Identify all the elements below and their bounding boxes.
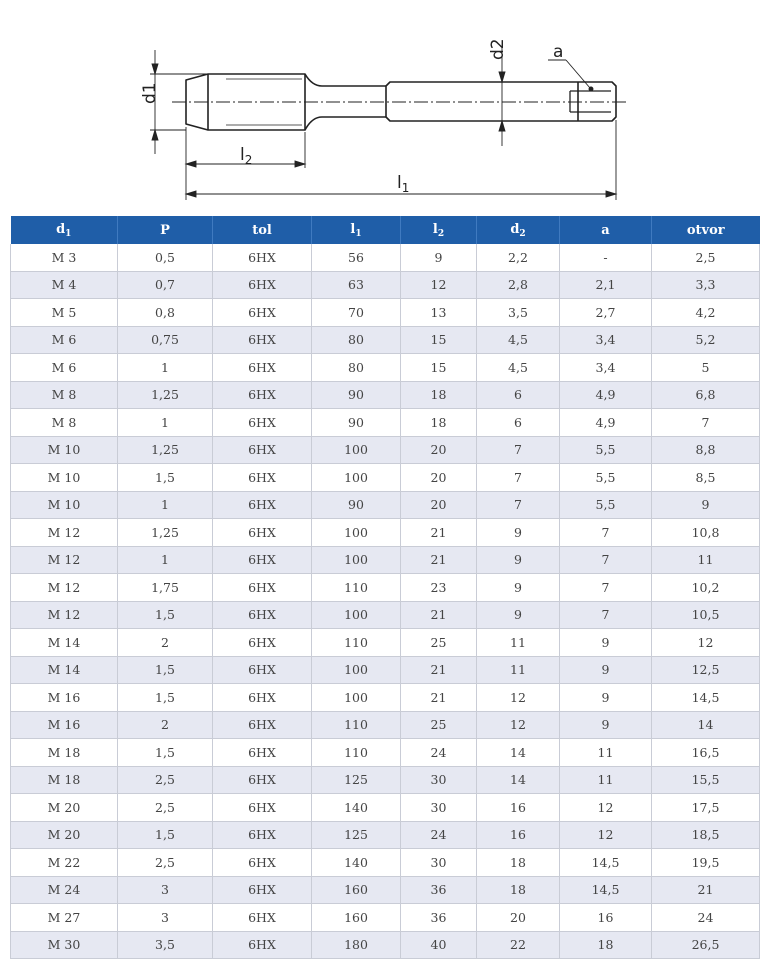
table-cell: 0,5 — [118, 244, 213, 271]
table-cell: 180 — [312, 931, 401, 959]
table-cell: 18,5 — [652, 821, 760, 849]
table-cell: 6HX — [213, 711, 312, 739]
table-cell: 9 — [477, 546, 560, 574]
neck-bottom — [305, 117, 386, 130]
table-cell: 6HX — [213, 739, 312, 767]
table-cell: M 18 — [11, 739, 118, 767]
table-cell: 11 — [652, 546, 760, 574]
table-cell: 2,5 — [118, 794, 213, 822]
table-cell: 1 — [118, 409, 213, 437]
table-cell: 0,8 — [118, 299, 213, 327]
l2-label: $l_2$ — [240, 145, 253, 167]
table-cell: 1,75 — [118, 574, 213, 602]
table-cell: 20 — [401, 464, 477, 492]
table-cell: 2,8 — [477, 271, 560, 299]
table-row — [11, 326, 760, 354]
table-cell: 1 — [118, 354, 213, 382]
table-row — [11, 931, 760, 959]
table-cell: 21 — [401, 601, 477, 629]
table-row — [11, 491, 760, 519]
table-row — [11, 739, 760, 767]
table-cell: 9 — [560, 684, 652, 712]
table-cell: 100 — [312, 601, 401, 629]
table-cell: 15,5 — [652, 766, 760, 794]
table-cell: 2 — [118, 711, 213, 739]
table-cell: M 6 — [11, 354, 118, 382]
table-cell: 6HX — [213, 629, 312, 657]
d2-label: d2 — [488, 38, 508, 60]
table-row — [11, 656, 760, 684]
table-cell: M 10 — [11, 464, 118, 492]
table-cell: 1,5 — [118, 464, 213, 492]
table-cell: 30 — [401, 794, 477, 822]
table-cell: 16,5 — [652, 739, 760, 767]
table-cell: 125 — [312, 821, 401, 849]
table-cell: 25 — [401, 711, 477, 739]
table-cell: 21 — [401, 656, 477, 684]
table-cell: 30 — [401, 849, 477, 877]
table-cell: M 10 — [11, 491, 118, 519]
table-cell: 6HX — [213, 271, 312, 299]
table-cell: 90 — [312, 381, 401, 409]
table-cell: 110 — [312, 711, 401, 739]
table-cell: M 8 — [11, 409, 118, 437]
table-cell: 100 — [312, 519, 401, 547]
table-cell: 20 — [401, 436, 477, 464]
table-cell: 100 — [312, 436, 401, 464]
table-cell: 8,5 — [652, 464, 760, 492]
dimensions-table — [10, 216, 760, 959]
table-cell: 18 — [477, 876, 560, 904]
table-cell: 12 — [652, 629, 760, 657]
table-cell: 4,5 — [477, 326, 560, 354]
column-header: a — [560, 216, 652, 244]
table-cell: 40 — [401, 931, 477, 959]
table-row — [11, 904, 760, 932]
table-cell: 14,5 — [652, 684, 760, 712]
table-cell: 6HX — [213, 601, 312, 629]
table-cell: 1,25 — [118, 519, 213, 547]
l1-label: $l_1$ — [397, 173, 410, 195]
table-cell: 12,5 — [652, 656, 760, 684]
table-cell: 11 — [560, 739, 652, 767]
table-cell: 7 — [560, 546, 652, 574]
table-cell: 20 — [401, 491, 477, 519]
table-row — [11, 574, 760, 602]
table-cell: M 10 — [11, 436, 118, 464]
table-cell: M 24 — [11, 876, 118, 904]
table-cell: 2,5 — [118, 766, 213, 794]
table-cell: 100 — [312, 684, 401, 712]
table-cell: 110 — [312, 739, 401, 767]
table-cell: 9 — [477, 519, 560, 547]
table-body — [11, 244, 760, 959]
table-cell: 4,2 — [652, 299, 760, 327]
column-header: otvor — [652, 216, 760, 244]
table-row — [11, 876, 760, 904]
table-cell: M 20 — [11, 821, 118, 849]
table-cell: 22 — [477, 931, 560, 959]
table-cell: 100 — [312, 464, 401, 492]
column-header: $l_1$ — [312, 216, 401, 244]
table-cell: 160 — [312, 876, 401, 904]
table-cell: 6HX — [213, 766, 312, 794]
table-row — [11, 629, 760, 657]
table-cell: 7 — [477, 464, 560, 492]
table-cell: 3,5 — [118, 931, 213, 959]
tap-drawing-svg — [0, 0, 773, 210]
table-cell: 9 — [560, 711, 652, 739]
table-cell: 36 — [401, 904, 477, 932]
table-cell: 23 — [401, 574, 477, 602]
table-cell: 6HX — [213, 574, 312, 602]
table-cell: 36 — [401, 876, 477, 904]
table-cell: 3,5 — [477, 299, 560, 327]
table-cell: 18 — [560, 931, 652, 959]
table-cell: 56 — [312, 244, 401, 271]
table-cell: 6HX — [213, 519, 312, 547]
table-cell: 0,75 — [118, 326, 213, 354]
table-cell: 3,4 — [560, 326, 652, 354]
table-cell: M 14 — [11, 629, 118, 657]
table-cell: 0,7 — [118, 271, 213, 299]
table-row — [11, 821, 760, 849]
table-cell: M 5 — [11, 299, 118, 327]
table-cell: 12 — [560, 821, 652, 849]
table-cell: 15 — [401, 354, 477, 382]
table-cell: 70 — [312, 299, 401, 327]
table-cell: 11 — [477, 629, 560, 657]
table-cell: 18 — [477, 849, 560, 877]
table-cell: 7 — [477, 491, 560, 519]
table-cell: 1,5 — [118, 684, 213, 712]
table-cell: 17,5 — [652, 794, 760, 822]
column-header: $l_2$ — [401, 216, 477, 244]
table-cell: 4,9 — [560, 409, 652, 437]
table-cell: 21 — [652, 876, 760, 904]
table-cell: 2,7 — [560, 299, 652, 327]
table-row — [11, 794, 760, 822]
table-cell: 9 — [477, 601, 560, 629]
table-cell: M 12 — [11, 601, 118, 629]
table-cell: 6HX — [213, 381, 312, 409]
table-cell: 9 — [560, 629, 652, 657]
neck-top — [305, 74, 386, 86]
table-row — [11, 409, 760, 437]
table-cell: 7 — [560, 601, 652, 629]
table-cell: 24 — [401, 821, 477, 849]
table-row — [11, 436, 760, 464]
table-cell: 3 — [118, 876, 213, 904]
table-cell: 25 — [401, 629, 477, 657]
table-cell: 21 — [401, 546, 477, 574]
table-row — [11, 546, 760, 574]
table-cell: M 12 — [11, 574, 118, 602]
table-row — [11, 849, 760, 877]
dimensions-table-wrapper — [10, 216, 759, 959]
table-cell: M 16 — [11, 711, 118, 739]
table-cell: M 27 — [11, 904, 118, 932]
table-row — [11, 299, 760, 327]
table-cell: 6HX — [213, 546, 312, 574]
table-cell: M 8 — [11, 381, 118, 409]
tap-technical-drawing — [0, 0, 773, 210]
table-cell: 6HX — [213, 464, 312, 492]
table-cell: 6HX — [213, 326, 312, 354]
table-cell: M 4 — [11, 271, 118, 299]
table-cell: 24 — [401, 739, 477, 767]
table-cell: 3,3 — [652, 271, 760, 299]
table-cell: 6HX — [213, 491, 312, 519]
square-slot — [570, 91, 611, 112]
table-cell: 12 — [560, 794, 652, 822]
table-cell: 1,5 — [118, 656, 213, 684]
table-cell: 5 — [652, 354, 760, 382]
table-cell: 140 — [312, 794, 401, 822]
table-cell: M 12 — [11, 519, 118, 547]
table-cell: 110 — [312, 629, 401, 657]
table-cell: 9 — [560, 656, 652, 684]
table-cell: 18 — [401, 409, 477, 437]
table-cell: 6HX — [213, 436, 312, 464]
table-cell: 90 — [312, 409, 401, 437]
table-cell: 14,5 — [560, 876, 652, 904]
table-cell: 5,5 — [560, 436, 652, 464]
table-cell: 6HX — [213, 849, 312, 877]
table-cell: 10,8 — [652, 519, 760, 547]
table-row — [11, 271, 760, 299]
a-label: a — [553, 42, 564, 62]
table-cell: 2,2 — [477, 244, 560, 271]
table-cell: 24 — [652, 904, 760, 932]
table-cell: 1,5 — [118, 601, 213, 629]
table-cell: 80 — [312, 326, 401, 354]
table-cell: 63 — [312, 271, 401, 299]
table-cell: 5,2 — [652, 326, 760, 354]
table-row — [11, 354, 760, 382]
table-cell: M 3 — [11, 244, 118, 271]
table-cell: 3,4 — [560, 354, 652, 382]
table-cell: 7 — [560, 574, 652, 602]
table-cell: 3 — [118, 904, 213, 932]
table-cell: 7 — [477, 436, 560, 464]
table-cell: 21 — [401, 684, 477, 712]
table-cell: 5,5 — [560, 464, 652, 492]
table-cell: 10,5 — [652, 601, 760, 629]
table-cell: 1 — [118, 546, 213, 574]
table-cell: 15 — [401, 326, 477, 354]
table-row — [11, 381, 760, 409]
table-cell: M 20 — [11, 794, 118, 822]
table-cell: 90 — [312, 491, 401, 519]
table-cell: 6HX — [213, 876, 312, 904]
table-cell: 9 — [477, 574, 560, 602]
table-cell: 10,2 — [652, 574, 760, 602]
table-cell: 160 — [312, 904, 401, 932]
table-header-row — [11, 216, 760, 244]
table-cell: 1 — [118, 491, 213, 519]
table-cell: 2,1 — [560, 271, 652, 299]
table-cell: 1,5 — [118, 739, 213, 767]
table-cell: M 18 — [11, 766, 118, 794]
table-cell: 6HX — [213, 931, 312, 959]
table-cell: 6HX — [213, 684, 312, 712]
table-cell: 5,5 — [560, 491, 652, 519]
table-cell: 6 — [477, 409, 560, 437]
table-cell: 18 — [401, 381, 477, 409]
table-cell: 100 — [312, 546, 401, 574]
column-header: $d_2$ — [477, 216, 560, 244]
table-row — [11, 684, 760, 712]
table-cell: 26,5 — [652, 931, 760, 959]
table-cell: M 16 — [11, 684, 118, 712]
table-cell: 80 — [312, 354, 401, 382]
table-cell: 6HX — [213, 299, 312, 327]
table-cell: 14 — [477, 739, 560, 767]
column-header: $d_1$ — [11, 216, 118, 244]
table-cell: 6HX — [213, 794, 312, 822]
table-row — [11, 519, 760, 547]
table-cell: 6HX — [213, 904, 312, 932]
table-row — [11, 766, 760, 794]
table-cell: 30 — [401, 766, 477, 794]
table-cell: M 12 — [11, 546, 118, 574]
table-cell: 2 — [118, 629, 213, 657]
table-cell: 1,25 — [118, 436, 213, 464]
table-cell: 16 — [477, 794, 560, 822]
table-row — [11, 244, 760, 271]
table-cell: 14,5 — [560, 849, 652, 877]
table-cell: 13 — [401, 299, 477, 327]
table-cell: 6 — [477, 381, 560, 409]
table-cell: 11 — [560, 766, 652, 794]
table-cell: 110 — [312, 574, 401, 602]
table-cell: 6HX — [213, 409, 312, 437]
table-cell: 12 — [477, 711, 560, 739]
table-cell: 2,5 — [118, 849, 213, 877]
table-cell: 6HX — [213, 656, 312, 684]
table-cell: 2,5 — [652, 244, 760, 271]
table-cell: 7 — [652, 409, 760, 437]
table-cell: 4,5 — [477, 354, 560, 382]
table-cell: 14 — [652, 711, 760, 739]
table-cell: 6HX — [213, 354, 312, 382]
table-cell: 140 — [312, 849, 401, 877]
table-cell: 100 — [312, 656, 401, 684]
shank-outline — [386, 82, 616, 121]
column-header: tol — [213, 216, 312, 244]
table-cell: 125 — [312, 766, 401, 794]
table-cell: 19,5 — [652, 849, 760, 877]
table-cell: 20 — [477, 904, 560, 932]
table-row — [11, 601, 760, 629]
table-cell: M 22 — [11, 849, 118, 877]
table-row — [11, 711, 760, 739]
table-cell: 16 — [560, 904, 652, 932]
table-cell: 6HX — [213, 821, 312, 849]
table-cell: 6HX — [213, 244, 312, 271]
table-cell: M 14 — [11, 656, 118, 684]
table-cell: 7 — [560, 519, 652, 547]
table-cell: 9 — [401, 244, 477, 271]
table-cell: 16 — [477, 821, 560, 849]
table-row — [11, 464, 760, 492]
table-cell: 12 — [477, 684, 560, 712]
table-cell: 4,9 — [560, 381, 652, 409]
table-cell: M 6 — [11, 326, 118, 354]
table-cell: 14 — [477, 766, 560, 794]
table-cell: - — [560, 244, 652, 271]
table-cell: 11 — [477, 656, 560, 684]
column-header: P — [118, 216, 213, 244]
table-cell: 21 — [401, 519, 477, 547]
d1-label: d1 — [140, 82, 160, 104]
table-cell: 12 — [401, 271, 477, 299]
table-cell: 8,8 — [652, 436, 760, 464]
table-cell: 6,8 — [652, 381, 760, 409]
table-cell: 1,25 — [118, 381, 213, 409]
table-cell: 9 — [652, 491, 760, 519]
table-cell: 1,5 — [118, 821, 213, 849]
table-cell: M 30 — [11, 931, 118, 959]
